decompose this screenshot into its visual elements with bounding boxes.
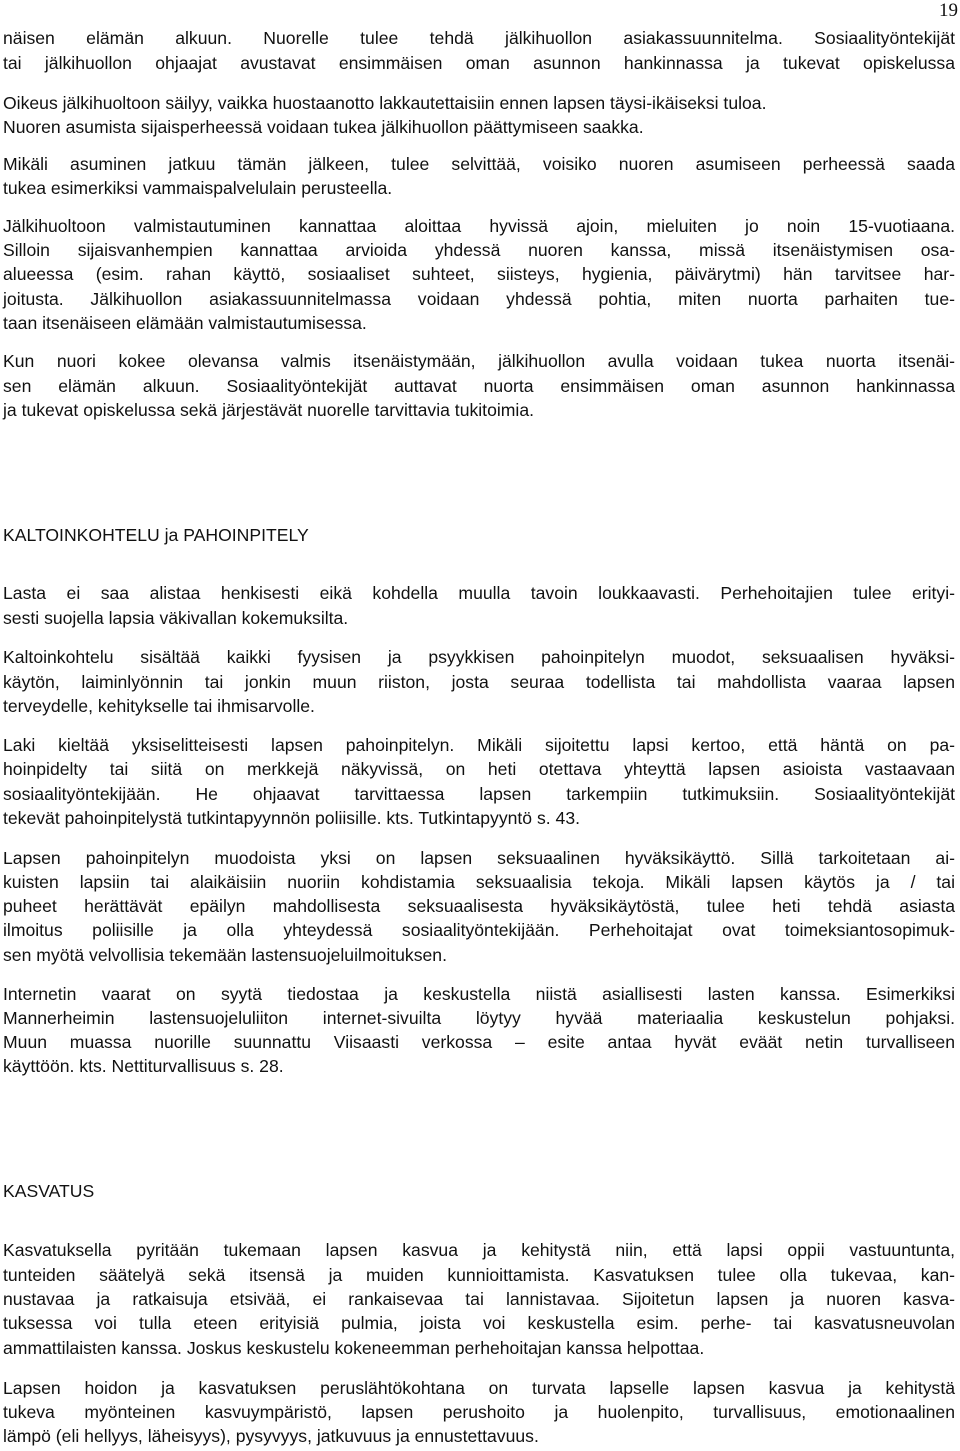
text-line: tunteiden säätelyä sekä itsensä ja muiden kunnioittamista. Kasvatuksen tulee olla tukevaa, kan- xyxy=(3,1265,955,1285)
text-line: sen myötä velvollisia tekemään lastensuojeluilmoituksen. xyxy=(3,945,447,965)
text-line: käytön, laiminlyönnin tai jonkin muun riiston, josta seuraa todellista tai mahdollista vaaraa lapsen xyxy=(3,672,955,692)
text-line: Jälkihuoltoon valmistautuminen kannattaa aloittaa hyvissä ajoin, mieluiten jo noin 15-vuotiaana. xyxy=(3,216,955,236)
text-line: Muun muassa nuorille suunnattu Viisaasti verkossa – esite antaa hyvät eväät netin turvalliseen xyxy=(3,1032,955,1052)
text-line: kuisten lapsiin tai alaikäisiin nuoriin kohdistamia seksuaalisia tekoja. Mikäli lapsen käytös ja / tai xyxy=(3,872,955,892)
text-line: tekevät pahoinpitelystä tutkintapyynnön poliisille. kts. Tutkintapyyntö s. 43. xyxy=(3,808,581,828)
text-line: tukea esimerkiksi vammaispalvelulain perusteella. xyxy=(3,178,393,198)
text-line: tai jälkihuollon ohjaajat avustavat ensimmäisen oman asunnon hankinnassa ja tukevat opiskelussa xyxy=(3,53,955,73)
text-line: sen elämän alkuun. Sosiaalityöntekijät auttavat nuorta ensimmäisen oman asunnon hankinnassa xyxy=(3,376,955,396)
text-line: tuksessa voi tulla eteen erityisiä pulmia, joista voi keskustella esim. perhe- tai kasvatusneuvolan xyxy=(3,1313,955,1333)
text-line: Lasta ei saa alistaa henkisesti eikä kohdella muulla tavoin loukkaavasti. Perhehoitajien tulee erityi- xyxy=(3,583,955,603)
section-heading: KALTOINKOHTELU ja PAHOINPITELY xyxy=(3,525,309,545)
text-line: Laki kieltää yksiselitteisesti lapsen pahoinpitelyn. Mikäli sijoitettu lapsi kertoo, että häntä on pa- xyxy=(3,735,955,755)
text-line: joitusta. Jälkihuollon asiakassuunnitelmassa voidaan yhdessä pohtia, miten nuorta parhaiten tue- xyxy=(3,289,955,309)
text-line: ilmoitus poliisille ja olla yhteydessä sosiaalityöntekijään. Perhehoitajat ovat toimeksiantosopimuk- xyxy=(3,920,955,940)
text-line: puheet herättävät epäilyn mahdollisesta seksuaalisesta hyväksikäytöstä, tulee heti tehdä asiasta xyxy=(3,896,955,916)
text-line: Kaltoinkohtelu sisältää kaikki fyysisen ja psyykkisen pahoinpitelyn muodot, seksuaalisen hyväksi- xyxy=(3,647,955,667)
text-line: tukeva myönteinen kasvuympäristö, lapsen perushoito ja huolenpito, turvallisuus, emotionaalinen xyxy=(3,1402,955,1422)
text-line: alueessa (esim. rahan käyttö, sosiaaliset suhteet, siisteys, hygienia, päivärytmi) hän tarvitsee har- xyxy=(3,264,955,284)
text-line: Silloin sijaisvanhempien kannattaa arvioida yhdessä nuoren kanssa, missä itsenäistymisen osa- xyxy=(3,240,955,260)
text-line: Nuoren asumista sijaisperheessä voidaan tukea jälkihuollon päättymiseen saakka. xyxy=(3,117,644,137)
text-line: Kun nuori kokee olevansa valmis itsenäistymään, jälkihuollon avulla voidaan tukea nuorta itsenäi- xyxy=(3,351,955,371)
text-line: Kasvatuksella pyritään tukemaan lapsen kasvua ja kehitystä niin, että lapsi oppii vastuuntunta, xyxy=(3,1240,955,1260)
text-line: taan itsenäiseen elämään valmistautumisessa. xyxy=(3,313,367,333)
text-line: ja tukevat opiskelussa sekä järjestävät nuorelle tarvittavia tukitoimia. xyxy=(3,400,534,420)
text-line: hoinpidelty tai siitä on merkkejä näkyvissä, on heti otettava yhteyttä lapsen asioista vastaavaan xyxy=(3,759,955,779)
text-line: Oikeus jälkihuoltoon säilyy, vaikka huostaanotto lakkautettaisiin ennen lapsen täysi-ikäiseksi tuloa. xyxy=(3,93,767,113)
text-line: näisen elämän alkuun. Nuorelle tulee tehdä jälkihuollon asiakassuunnitelma. Sosiaalityöntekijät xyxy=(3,28,955,48)
page-number: 19 xyxy=(939,0,958,21)
text-line: Internetin vaarat on syytä tiedostaa ja keskustella niistä asiallisesti lasten kanssa. Esimerkiksi xyxy=(3,984,955,1004)
text-line: terveydelle, kehitykselle tai ihmisarvolle. xyxy=(3,696,315,716)
text-line: sosiaalityöntekijään. He ohjaavat tarvittaessa lapsen tarkempiin tutkimuksiin. Sosiaalityöntekijät xyxy=(3,784,955,804)
text-line: lämpö (eli hellyys, läheisyys), pysyvyys, jatkuvuus ja ennustettavuus. xyxy=(3,1426,539,1446)
text-line: Lapsen hoidon ja kasvatuksen peruslähtökohtana on turvata lapselle lapsen kasvua ja kehitystä xyxy=(3,1378,955,1398)
text-line: Mannerheimin lastensuojeluliiton internet-sivuilta löytyy hyvää materiaalia keskustelun pohjaksi. xyxy=(3,1008,955,1028)
text-line: ammattilaisten kanssa. Joskus keskustelu kokeneemman perhehoitajan kanssa helpottaa. xyxy=(3,1338,705,1358)
section-heading: KASVATUS xyxy=(3,1181,95,1201)
text-line: käyttöön. kts. Nettiturvallisuus s. 28. xyxy=(3,1056,284,1076)
text-line: Lapsen pahoinpitelyn muodoista yksi on lapsen seksuaalinen hyväksikäyttö. Sillä tarkoitetaan ai- xyxy=(3,848,955,868)
text-line: Mikäli asuminen jatkuu tämän jälkeen, tulee selvittää, voisiko nuoren asumiseen perheessä saada xyxy=(3,154,955,174)
text-line: nustavaa ja ratkaisuja etsivää, ei rankaisevaa tai lannistavaa. Sijoitetun lapsen ja nuoren kasva- xyxy=(3,1289,955,1309)
text-line: sesti suojella lapsia väkivallan kokemuksilta. xyxy=(3,608,349,628)
